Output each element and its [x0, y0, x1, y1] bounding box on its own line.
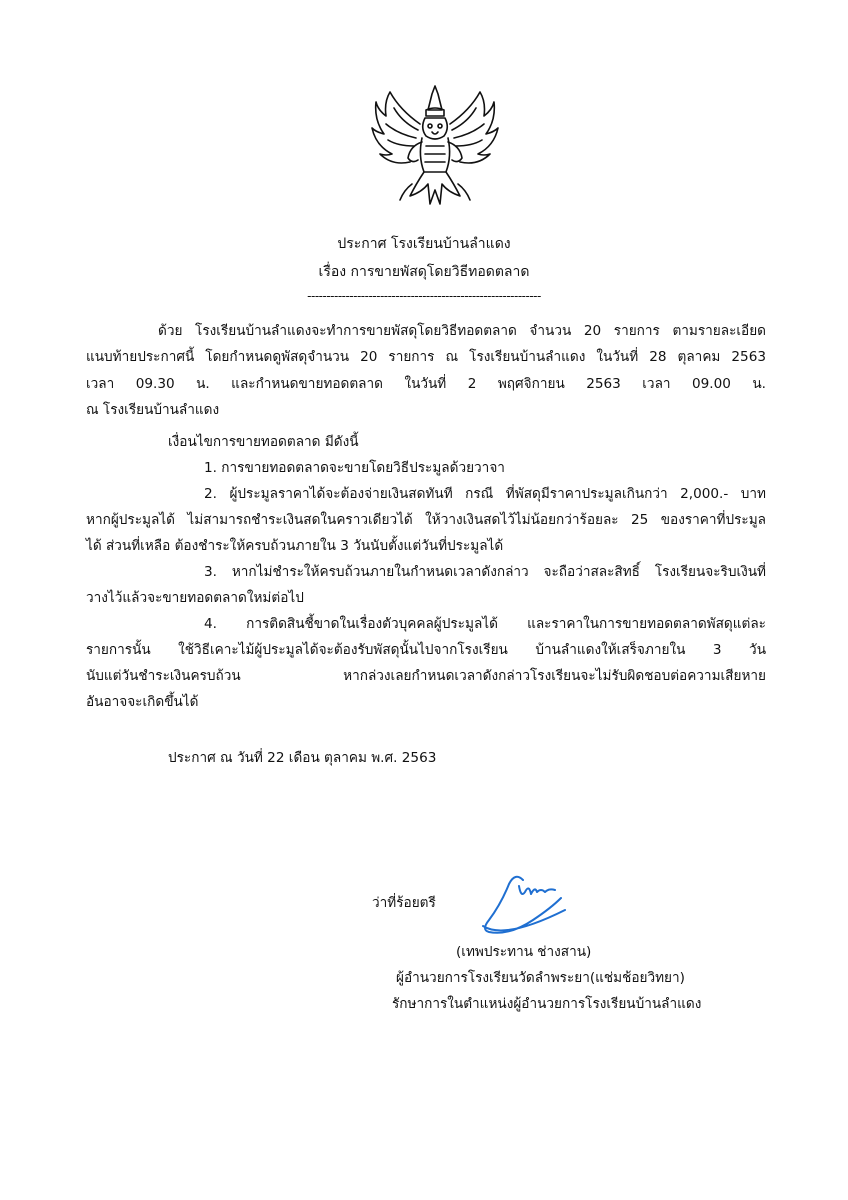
condition-2-line-2: หากผู้ประมูลได้ ไม่สามารถชำระเงินสดในคราวเดียวได้ ให้วางเงินสดไว้ไม่น้อยกว่าร้อยละ 25 ของราคาที่ประมูล	[86, 512, 766, 528]
condition-4-line-4: อันอาจจะเกิดขึ้นได้	[86, 694, 199, 710]
garuda-emblem-icon	[370, 80, 500, 208]
announcement-title: ประกาศ โรงเรียนบ้านลำแดง	[337, 236, 511, 252]
condition-4-line-2: รายการนั้น ใช้วิธีเคาะไม้ผู้ประมูลได้จะต้องรับพัสดุนั้นไปจากโรงเรียน บ้านลำแดงให้เสร็จภายใน 3 วัน	[86, 642, 766, 658]
signer-position-1: ผู้อำนวยการโรงเรียนวัดลำพระยา(แช่มช้อยวิทยา)	[396, 970, 685, 986]
body-line-3: เวลา 09.30 น. และกำหนดขายทอดตลาด ในวันที่ 2 พฤศจิกายน 2563 เวลา 09.00 น.	[86, 376, 766, 392]
body-line-1: ด้วย โรงเรียนบ้านลำแดงจะทำการขายพัสดุโดยวิธีทอดตลาด จำนวน 20 รายการ ตามรายละเอียด	[158, 323, 766, 339]
body-line-4: ณ โรงเรียนบ้านลำแดง	[86, 402, 220, 418]
announcement-date: ประกาศ ณ วันที่ 22 เดือน ตุลาคม พ.ศ. 2563	[168, 750, 437, 766]
announcement-subject: เรื่อง การขายพัสดุโดยวิธีทอดตลาด	[318, 264, 530, 280]
header-separator: -------------------------------------------------------------	[307, 289, 541, 303]
condition-2-line-1: 2. ผู้ประมูลราคาได้จะต้องจ่ายเงินสดทันที กรณี ที่พัสดุมีราคาประมูลเกินกว่า 2,000.- บาท	[204, 486, 766, 502]
condition-1: 1. การขายทอดตลาดจะขายโดยวิธีประมูลด้วยวาจา	[204, 460, 505, 476]
condition-4-line-3: นับแต่วันชำระเงินครบถ้วน หากล่วงเลยกำหนดเวลาดังกล่าวโรงเรียนจะไม่รับผิดชอบต่อความเสียหาย	[86, 668, 766, 684]
body-line-2: แนบท้ายประกาศนี้ โดยกำหนดดูพัสดุจำนวน 20 รายการ ณ โรงเรียนบ้านลำแดง ในวันที่ 28 ตุลาคม 2563	[86, 349, 766, 365]
conditions-title: เงื่อนไขการขายทอดตลาด มีดังนี้	[168, 434, 359, 450]
signer-position-2: รักษาการในตำแหน่งผู้อำนวยการโรงเรียนบ้านลำแดง	[392, 996, 702, 1012]
handwritten-signature	[475, 870, 585, 940]
condition-2-line-3: ได้ ส่วนที่เหลือ ต้องชำระให้ครบถ้วนภายใน 3 วันนับตั้งแต่วันที่ประมูลได้	[86, 538, 504, 554]
signer-rank: ว่าที่ร้อยตรี	[372, 895, 436, 911]
condition-3-line-2: วางไว้แล้วจะขายทอดตลาดใหม่ต่อไป	[86, 590, 304, 606]
condition-4-line-1: 4. การติดสินชี้ขาดในเรื่องตัวบุคคลผู้ประมูลได้ และราคาในการขายทอดตลาดพัสดุแต่ละ	[204, 616, 766, 632]
condition-3-line-1: 3. หากไม่ชำระให้ครบถ้วนภายในกำหนดเวลาดังกล่าว จะถือว่าสละสิทธิ์ โรงเรียนจะริบเงินที่	[204, 564, 766, 580]
signer-name: (เทพประทาน ช่างสาน)	[456, 944, 592, 960]
